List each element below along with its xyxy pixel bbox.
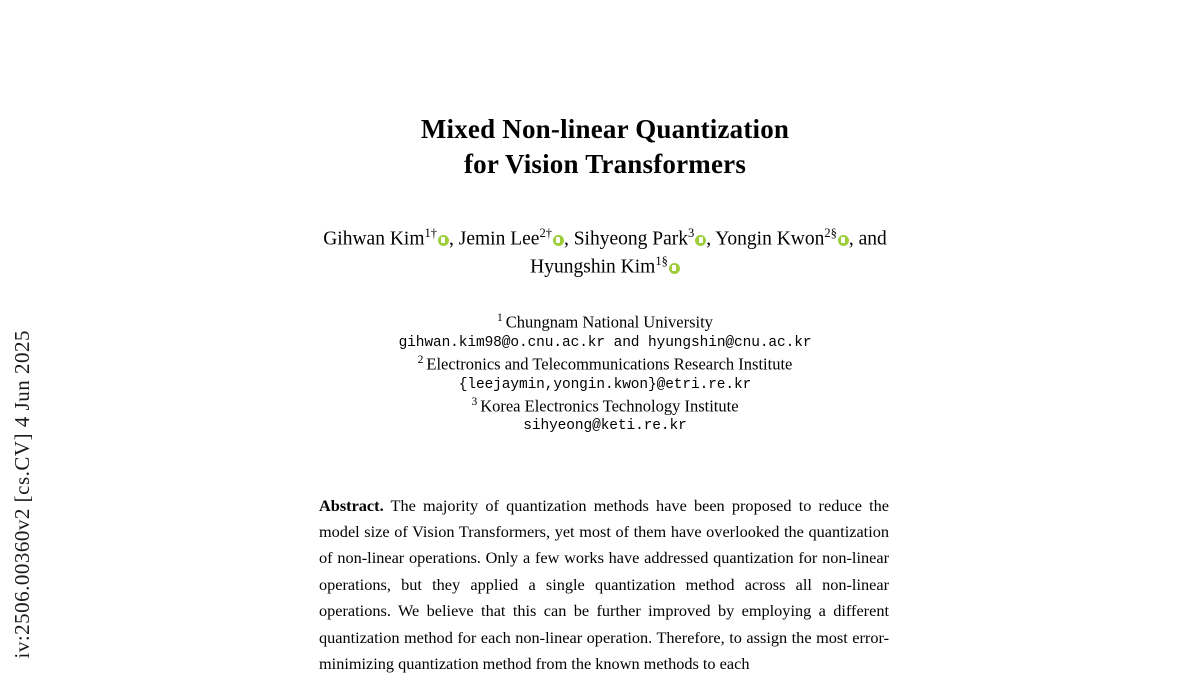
title-line-2: for Vision Transformers xyxy=(463,148,747,179)
orcid-icon[interactable] xyxy=(553,235,564,246)
orcid-icon[interactable] xyxy=(438,235,449,246)
affiliation-name-1: Chungnam National University xyxy=(505,312,713,332)
author-separator-4: , and xyxy=(848,228,887,250)
affiliation-marker-2: 2 xyxy=(417,354,424,367)
orcid-icon[interactable] xyxy=(695,235,706,246)
author-affil-marker-2: 2† xyxy=(539,226,552,241)
abstract-section xyxy=(319,493,889,677)
affiliation-2 xyxy=(290,353,920,375)
author-name-1: Gihwan Kim xyxy=(323,228,425,250)
author-separator-2: , xyxy=(563,228,574,250)
author-affil-marker-1: 1† xyxy=(424,226,437,241)
affiliation-marker-1: 1 xyxy=(497,312,503,325)
orcid-icon[interactable] xyxy=(838,235,849,246)
author-affil-marker-5: 1§ xyxy=(655,254,668,269)
abstract-body: The majority of quantization methods have been proposed to reduce the model size of Vision Transformers, yet most of them have overlooked the quantization of non-linear operations. Only a few works have addressed quantization for non-linear operations, but they applied a single quantization method across all non-linear operations. We believe that this can be further improved by employing a different quantization method for each non-linear operation. Therefore, to assign the most error-minimizing quantization method from the known methods to each xyxy=(319,495,889,673)
author-name-5: Hyungshin Kim xyxy=(530,256,656,278)
affiliation-3 xyxy=(290,395,920,417)
author-name-2: Jemin Lee xyxy=(458,228,540,250)
affiliation-marker-3: 3 xyxy=(471,395,478,408)
affiliation-name-2: Electronics and Telecommunications Research Institute xyxy=(426,354,793,374)
affiliation-email-3[interactable]: sihyeong@keti.re.kr xyxy=(523,418,687,435)
abstract-heading: Abstract. xyxy=(319,495,384,515)
affiliation-name-3: Korea Electronics Technology Institute xyxy=(480,396,739,416)
orcid-icon[interactable] xyxy=(669,263,680,274)
affiliation-1 xyxy=(290,311,920,333)
author-separator-3: , xyxy=(706,228,716,250)
author-name-3: Sihyeong Park xyxy=(573,228,688,250)
paper-content-column xyxy=(290,0,920,677)
title-line-1: Mixed Non-linear Quantization xyxy=(420,114,790,144)
affiliation-email-2[interactable]: {leejaymin,yongin.kwon}@etri.re.kr xyxy=(458,376,752,393)
affiliation-list xyxy=(290,311,920,436)
author-separator-1: , xyxy=(449,228,459,250)
affiliation-email-1[interactable]: gihwan.kim98@o.cnu.ac.kr and hyungshin@cnu.ac.kr xyxy=(398,334,812,351)
page-title xyxy=(290,112,920,181)
author-list xyxy=(290,225,920,281)
author-name-4: Yongin Kwon xyxy=(715,228,825,250)
arxiv-identifier-stamp: iv:2506.00360v2 [cs.CV] 4 Jun 2025 xyxy=(10,330,34,659)
author-affil-marker-3: 3 xyxy=(687,226,695,241)
author-affil-marker-4: 2§ xyxy=(824,226,837,241)
